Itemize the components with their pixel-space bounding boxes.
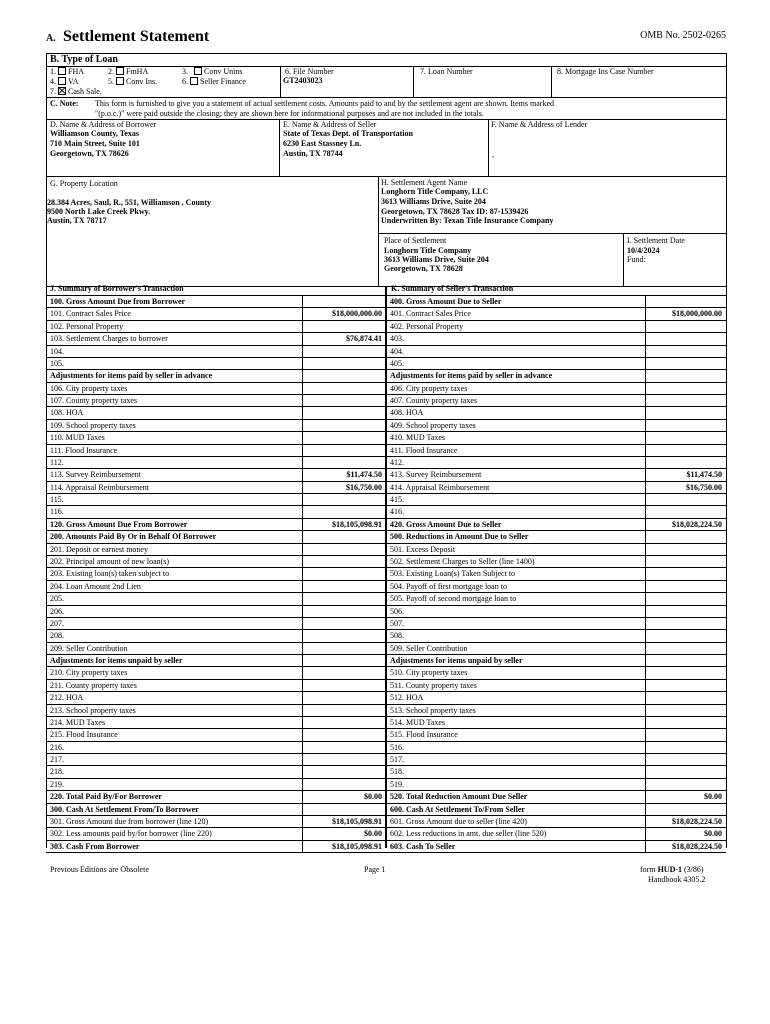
table-row bbox=[386, 642, 726, 654]
row-label: 400. Gross Amount Due to Seller bbox=[390, 297, 502, 306]
form-id: form HUD-1 (3/86) bbox=[640, 865, 704, 874]
row-label: 206. bbox=[50, 606, 64, 616]
row-amount: $18,028,224.50 bbox=[672, 816, 722, 826]
row-label: 513. School property taxes bbox=[390, 705, 476, 715]
row-label: 108. HOA bbox=[50, 408, 84, 418]
table-row bbox=[46, 332, 386, 344]
loan-option-seller-finance[interactable]: 6. Seller Finance bbox=[182, 77, 246, 86]
row-amount: $16,750.00 bbox=[346, 482, 382, 492]
table-row bbox=[46, 456, 386, 468]
seller-name: State of Texas Dept. of Transportation bbox=[283, 129, 413, 138]
row-label: 406. City property taxes bbox=[390, 383, 468, 393]
table-row bbox=[386, 840, 726, 852]
page-number: Page 1 bbox=[364, 865, 386, 874]
row-amount: $0.00 bbox=[704, 792, 722, 802]
table-row bbox=[46, 580, 386, 592]
table-row bbox=[386, 357, 726, 369]
table-row bbox=[46, 431, 386, 443]
table-row bbox=[46, 605, 386, 617]
checked-checkbox-icon bbox=[58, 87, 66, 95]
table-row bbox=[46, 444, 386, 456]
table-row bbox=[46, 518, 386, 530]
table-row bbox=[46, 679, 386, 691]
row-label: 202. Principal amount of new loan(s) bbox=[50, 556, 170, 566]
row-label: 201. Deposit or earnest money bbox=[50, 544, 148, 554]
row-label: 415. bbox=[390, 495, 404, 505]
row-label: 100. Gross Amount Due from Borrower bbox=[50, 297, 186, 306]
row-label: 506. bbox=[390, 606, 404, 616]
place-of-settlement-label: Place of Settlement bbox=[384, 236, 447, 245]
footer-obsolete-note: Previous Editions are Obsolete bbox=[50, 865, 149, 874]
table-row bbox=[386, 345, 726, 357]
table-row bbox=[386, 567, 726, 579]
row-label: 409. School property taxes bbox=[390, 420, 476, 430]
row-label: 402. Personal Property bbox=[390, 321, 464, 331]
handbook-number: Handbook 4305.2 bbox=[648, 875, 706, 884]
row-label: 509. Seller Contribution bbox=[390, 643, 468, 653]
row-label: 403. bbox=[390, 334, 404, 344]
seller-label: E. Name & Address of Seller bbox=[283, 120, 377, 129]
table-row bbox=[46, 704, 386, 716]
note-line-1: This form is furnished to give you a statement of actual settlement costs. Amounts paid to and by the settlement agent are shown. Items marked bbox=[95, 99, 555, 108]
row-label: 210. City property taxes bbox=[50, 668, 128, 678]
table-row bbox=[386, 493, 726, 505]
table-row bbox=[46, 629, 386, 641]
lender-mark: , bbox=[492, 150, 494, 159]
row-label: 519. bbox=[390, 779, 404, 789]
row-label: 510. City property taxes bbox=[390, 668, 468, 678]
row-label: 501. Excess Deposit bbox=[390, 544, 456, 554]
row-label: 414. Appraisal Reimbursement bbox=[390, 482, 490, 492]
row-label: 102. Personal Property bbox=[50, 321, 124, 331]
table-row bbox=[46, 815, 386, 827]
table-row bbox=[46, 691, 386, 703]
table-row bbox=[46, 357, 386, 369]
note-line-2: "(p.o.c.)" were paid outside the closing; they are shown here for informational purposes and are not included in the totals. bbox=[95, 109, 484, 118]
row-amount: $16,750.00 bbox=[686, 482, 722, 492]
row-label: 516. bbox=[390, 742, 404, 752]
table-row bbox=[386, 481, 726, 493]
borrower-city: Georgetown, TX 78626 bbox=[50, 149, 129, 158]
row-label: 209. Seller Contribution bbox=[50, 643, 128, 653]
loan-number-label: 7. Loan Number bbox=[420, 67, 473, 76]
row-label: 110. MUD Taxes bbox=[50, 433, 105, 443]
row-label: 401. Contract Sales Price bbox=[390, 309, 471, 319]
table-row bbox=[46, 827, 386, 839]
settlement-date-label: I. Settlement Date bbox=[627, 236, 685, 245]
table-row bbox=[46, 320, 386, 332]
row-label: 505. Payoff of second mortgage loan to bbox=[390, 594, 517, 604]
table-row bbox=[386, 778, 726, 790]
seller-summary-heading: K. Summary of Seller's Transaction bbox=[391, 284, 514, 293]
table-row bbox=[46, 765, 386, 777]
table-row bbox=[46, 345, 386, 357]
table-row bbox=[386, 394, 726, 406]
row-label: 603. Cash To Seller bbox=[390, 841, 456, 851]
table-row bbox=[386, 691, 726, 703]
table-row bbox=[386, 753, 726, 765]
table-row bbox=[386, 518, 726, 530]
table-row bbox=[386, 580, 726, 592]
loan-option-conv-unins[interactable]: 3. Conv Unins bbox=[182, 67, 243, 76]
row-label: 601. Gross Amount due to seller (line 420) bbox=[390, 816, 527, 826]
row-label: 504. Payoff of first mortgage loan to bbox=[390, 581, 507, 591]
loan-option-va[interactable]: 4. VA bbox=[50, 77, 79, 86]
loan-option-conv-ins[interactable]: 5. Conv Ins. bbox=[108, 77, 158, 86]
row-amount: $76,874.41 bbox=[346, 334, 382, 344]
row-label: 104. bbox=[50, 346, 64, 356]
row-label: 413. Survey Reimbursement bbox=[390, 470, 482, 480]
row-label: 208. bbox=[50, 631, 64, 641]
file-number: GT2403023 bbox=[283, 76, 323, 85]
borrower-name: Williamson County, Texas bbox=[50, 129, 139, 138]
row-label: 602. Less reductions in amt. due seller (line 520) bbox=[390, 829, 547, 839]
place-street: 3613 Williams Drive, Suite 204 bbox=[384, 255, 489, 264]
row-label: 105. bbox=[50, 358, 64, 368]
row-label: 214. MUD Taxes bbox=[50, 717, 106, 727]
row-amount: $18,000,000.00 bbox=[672, 309, 722, 319]
table-row bbox=[46, 654, 386, 666]
row-amount: $0.00 bbox=[364, 792, 382, 802]
row-label: 217. bbox=[50, 755, 64, 765]
row-label: 211. County property taxes bbox=[50, 680, 137, 690]
row-label: 112. bbox=[50, 457, 64, 467]
loan-option-fha[interactable]: 1. FHA bbox=[50, 67, 85, 76]
row-label: 515. Flood Insurance bbox=[390, 730, 458, 740]
table-row bbox=[46, 728, 386, 740]
note-label: C. Note: bbox=[50, 99, 79, 108]
table-row bbox=[46, 803, 386, 815]
table-row bbox=[46, 592, 386, 604]
property-location-label: G. Property Location bbox=[50, 179, 118, 188]
borrower-summary-heading: J. Summary of Borrower's Transaction bbox=[50, 284, 184, 293]
table-row bbox=[386, 307, 726, 319]
row-label: 503. Existing Loan(s) Taken Subject to bbox=[390, 569, 516, 579]
table-row bbox=[46, 617, 386, 629]
row-amount: $0.00 bbox=[364, 829, 382, 839]
row-label: 103. Settlement Charges to borrower bbox=[50, 334, 168, 344]
row-label: 408. HOA bbox=[390, 408, 424, 418]
row-label: 416. bbox=[390, 507, 404, 517]
checkbox-icon bbox=[58, 77, 66, 85]
place-city: Georgetown, TX 78628 bbox=[384, 264, 463, 273]
row-label: 411. Flood Insurance bbox=[390, 445, 458, 455]
table-row bbox=[46, 505, 386, 517]
row-label: 200. Amounts Paid By Or in Behalf Of Borrower bbox=[50, 532, 217, 542]
table-row bbox=[386, 605, 726, 617]
table-row bbox=[46, 481, 386, 493]
table-row bbox=[386, 629, 726, 641]
property-city: Austin, TX 78717 bbox=[47, 216, 107, 225]
table-row bbox=[386, 704, 726, 716]
row-label: Adjustments for items paid by seller in advance bbox=[390, 371, 553, 381]
row-amount: $18,105,098.91 bbox=[332, 841, 382, 851]
row-label: 512. HOA bbox=[390, 693, 424, 703]
row-label: 511. County property taxes bbox=[390, 680, 477, 690]
table-row bbox=[386, 382, 726, 394]
checkbox-icon bbox=[116, 67, 124, 75]
row-label: 407. County property taxes bbox=[390, 396, 478, 406]
place-name: Longhorn Title Company bbox=[384, 246, 472, 255]
row-label: 220. Total Paid By/For Borrower bbox=[50, 792, 162, 802]
table-row bbox=[46, 753, 386, 765]
row-label: 303. Cash From Borrower bbox=[50, 841, 140, 851]
table-row bbox=[386, 369, 726, 381]
table-row bbox=[386, 790, 726, 802]
table-row bbox=[386, 679, 726, 691]
row-label: 212. HOA bbox=[50, 693, 84, 703]
table-row bbox=[46, 394, 386, 406]
row-amount: $18,000,000.00 bbox=[332, 309, 382, 319]
row-label: 517. bbox=[390, 755, 404, 765]
table-row bbox=[46, 295, 386, 307]
checkbox-icon bbox=[190, 77, 198, 85]
table-row bbox=[386, 444, 726, 456]
row-label: 600. Cash At Settlement To/From Seller bbox=[390, 804, 525, 814]
row-label: 520. Total Reduction Amount Due Seller bbox=[390, 792, 528, 802]
table-row bbox=[386, 716, 726, 728]
table-row bbox=[386, 320, 726, 332]
row-label: 213. School property taxes bbox=[50, 705, 136, 715]
table-row bbox=[46, 716, 386, 728]
checkbox-icon bbox=[194, 67, 202, 75]
row-label: 219. bbox=[50, 779, 64, 789]
agent-underwriter: Underwritten By: Texan Title Insurance Company bbox=[381, 216, 554, 225]
row-label: 101. Contract Sales Price bbox=[50, 309, 131, 319]
borrower-street: 710 Main Street, Suite 101 bbox=[50, 139, 140, 148]
row-label: 205. bbox=[50, 594, 64, 604]
row-label: 215. Flood Insurance bbox=[50, 730, 118, 740]
row-label: 405. bbox=[390, 358, 404, 368]
row-label: 207. bbox=[50, 618, 64, 628]
row-label: 115. bbox=[50, 495, 64, 505]
row-amount: $18,105,098.91 bbox=[332, 519, 382, 529]
table-row bbox=[46, 666, 386, 678]
row-label: 420. Gross Amount Due to Seller bbox=[390, 519, 502, 529]
table-row bbox=[386, 741, 726, 753]
table-row bbox=[386, 332, 726, 344]
row-label: 508. bbox=[390, 631, 404, 641]
loan-option-cash-sale[interactable]: 7. Cash Sale. bbox=[50, 87, 102, 96]
table-row bbox=[46, 406, 386, 418]
table-row bbox=[386, 803, 726, 815]
row-label: Adjustments for items unpaid by seller bbox=[50, 656, 183, 666]
row-label: 300. Cash At Settlement From/To Borrower bbox=[50, 804, 199, 814]
section-letter: A. bbox=[46, 33, 56, 44]
row-label: 518. bbox=[390, 767, 404, 777]
table-row bbox=[386, 431, 726, 443]
property-street: 9500 North Lake Creek Pkwy. bbox=[47, 207, 151, 216]
row-label: 301. Gross Amount due from borrower (line 120) bbox=[50, 816, 209, 826]
table-row bbox=[46, 530, 386, 542]
row-label: 113. Survey Reimbursement bbox=[50, 470, 142, 480]
row-label: 412. bbox=[390, 457, 404, 467]
row-label: 203. Existing loan(s) taken subject to bbox=[50, 569, 170, 579]
row-label: 507. bbox=[390, 618, 404, 628]
borrower-label: D. Name & Address of Borrower bbox=[50, 120, 157, 129]
row-amount: $11,474.50 bbox=[346, 470, 382, 480]
row-label: 302. Less amounts paid by/for borrower (line 220) bbox=[50, 829, 212, 839]
row-amount: $18,028,224.50 bbox=[672, 841, 722, 851]
row-amount: $0.00 bbox=[704, 829, 722, 839]
row-label: 120. Gross Amount Due From Borrower bbox=[50, 519, 188, 529]
table-row bbox=[46, 840, 386, 852]
table-row bbox=[46, 555, 386, 567]
checkbox-icon bbox=[58, 67, 66, 75]
seller-street: 6230 East Stassney Ln. bbox=[283, 139, 362, 148]
row-label: 514. MUD Taxes bbox=[390, 717, 446, 727]
row-label: 106. City property taxes bbox=[50, 383, 128, 393]
form-header bbox=[46, 28, 726, 48]
row-label: 502. Settlement Charges to Seller (line 1400) bbox=[390, 556, 535, 566]
row-label: 410. MUD Taxes bbox=[390, 433, 446, 443]
row-label: 404. bbox=[390, 346, 404, 356]
table-row bbox=[386, 295, 726, 307]
table-row bbox=[386, 543, 726, 555]
table-row bbox=[46, 790, 386, 802]
row-label: 116. bbox=[50, 507, 64, 517]
row-label: 216. bbox=[50, 742, 64, 752]
table-row bbox=[386, 456, 726, 468]
table-row bbox=[46, 468, 386, 480]
table-row bbox=[46, 567, 386, 579]
table-row bbox=[386, 617, 726, 629]
checkbox-icon bbox=[116, 77, 124, 85]
loan-type-heading: B. Type of Loan bbox=[50, 54, 118, 65]
table-row bbox=[386, 827, 726, 839]
table-row bbox=[386, 815, 726, 827]
row-label: 204. Loan Amount 2nd Lien bbox=[50, 581, 141, 591]
table-row bbox=[386, 468, 726, 480]
row-label: 107. County property taxes bbox=[50, 396, 138, 406]
table-row bbox=[386, 406, 726, 418]
table-row bbox=[46, 642, 386, 654]
table-row bbox=[46, 307, 386, 319]
file-number-label: 6. File Number bbox=[285, 67, 334, 76]
table-row bbox=[386, 654, 726, 666]
row-label: Adjustments for items paid by seller in advance bbox=[50, 371, 213, 381]
lender-label: F. Name & Address of Lender bbox=[491, 120, 588, 129]
table-row bbox=[46, 778, 386, 790]
omb-number: OMB No. 2502-0265 bbox=[640, 30, 726, 41]
fund-label: Fund: bbox=[627, 255, 646, 264]
table-row bbox=[386, 666, 726, 678]
row-label: 114. Appraisal Reimbursement bbox=[50, 482, 150, 492]
table-row bbox=[386, 765, 726, 777]
row-label: 109. School property taxes bbox=[50, 420, 136, 430]
row-amount: $18,028,224.50 bbox=[672, 519, 722, 529]
row-label: 218. bbox=[50, 767, 64, 777]
table-row bbox=[386, 592, 726, 604]
property-legal: 28.384 Acres, Saul, R., 551, Williamson , County bbox=[47, 198, 212, 207]
agent-name: Longhorn Title Company, LLC bbox=[381, 187, 489, 196]
row-label: Adjustments for items unpaid by seller bbox=[390, 656, 523, 666]
row-amount: $11,474.50 bbox=[686, 470, 722, 480]
table-row bbox=[46, 543, 386, 555]
page-title: Settlement Statement bbox=[63, 28, 210, 45]
settlement-agent-label: H. Settlement Agent Name bbox=[381, 178, 468, 187]
table-row bbox=[386, 505, 726, 517]
agent-street: 3613 Williams Drive, Suite 204 bbox=[381, 197, 486, 206]
mortgage-case-label: 8. Mortgage Ins Case Number bbox=[557, 67, 654, 76]
row-amount: $18,105,098.91 bbox=[332, 816, 382, 826]
table-row bbox=[46, 493, 386, 505]
loan-option-fmha[interactable]: 2. FmHA bbox=[108, 67, 149, 76]
table-row bbox=[386, 530, 726, 542]
table-row bbox=[46, 382, 386, 394]
table-row bbox=[386, 555, 726, 567]
settlement-date: 10/4/2024 bbox=[627, 246, 660, 255]
agent-city-taxid: Georgetown, TX 78628 Tax ID: 87-1539426 bbox=[381, 207, 529, 216]
table-row bbox=[386, 728, 726, 740]
table-row bbox=[386, 419, 726, 431]
table-row bbox=[46, 369, 386, 381]
table-row bbox=[46, 741, 386, 753]
table-row bbox=[46, 419, 386, 431]
seller-city: Austin, TX 78744 bbox=[283, 149, 343, 158]
row-label: 111. Flood Insurance bbox=[50, 445, 118, 455]
row-label: 500. Reductions in Amount Due to Seller bbox=[390, 532, 529, 542]
